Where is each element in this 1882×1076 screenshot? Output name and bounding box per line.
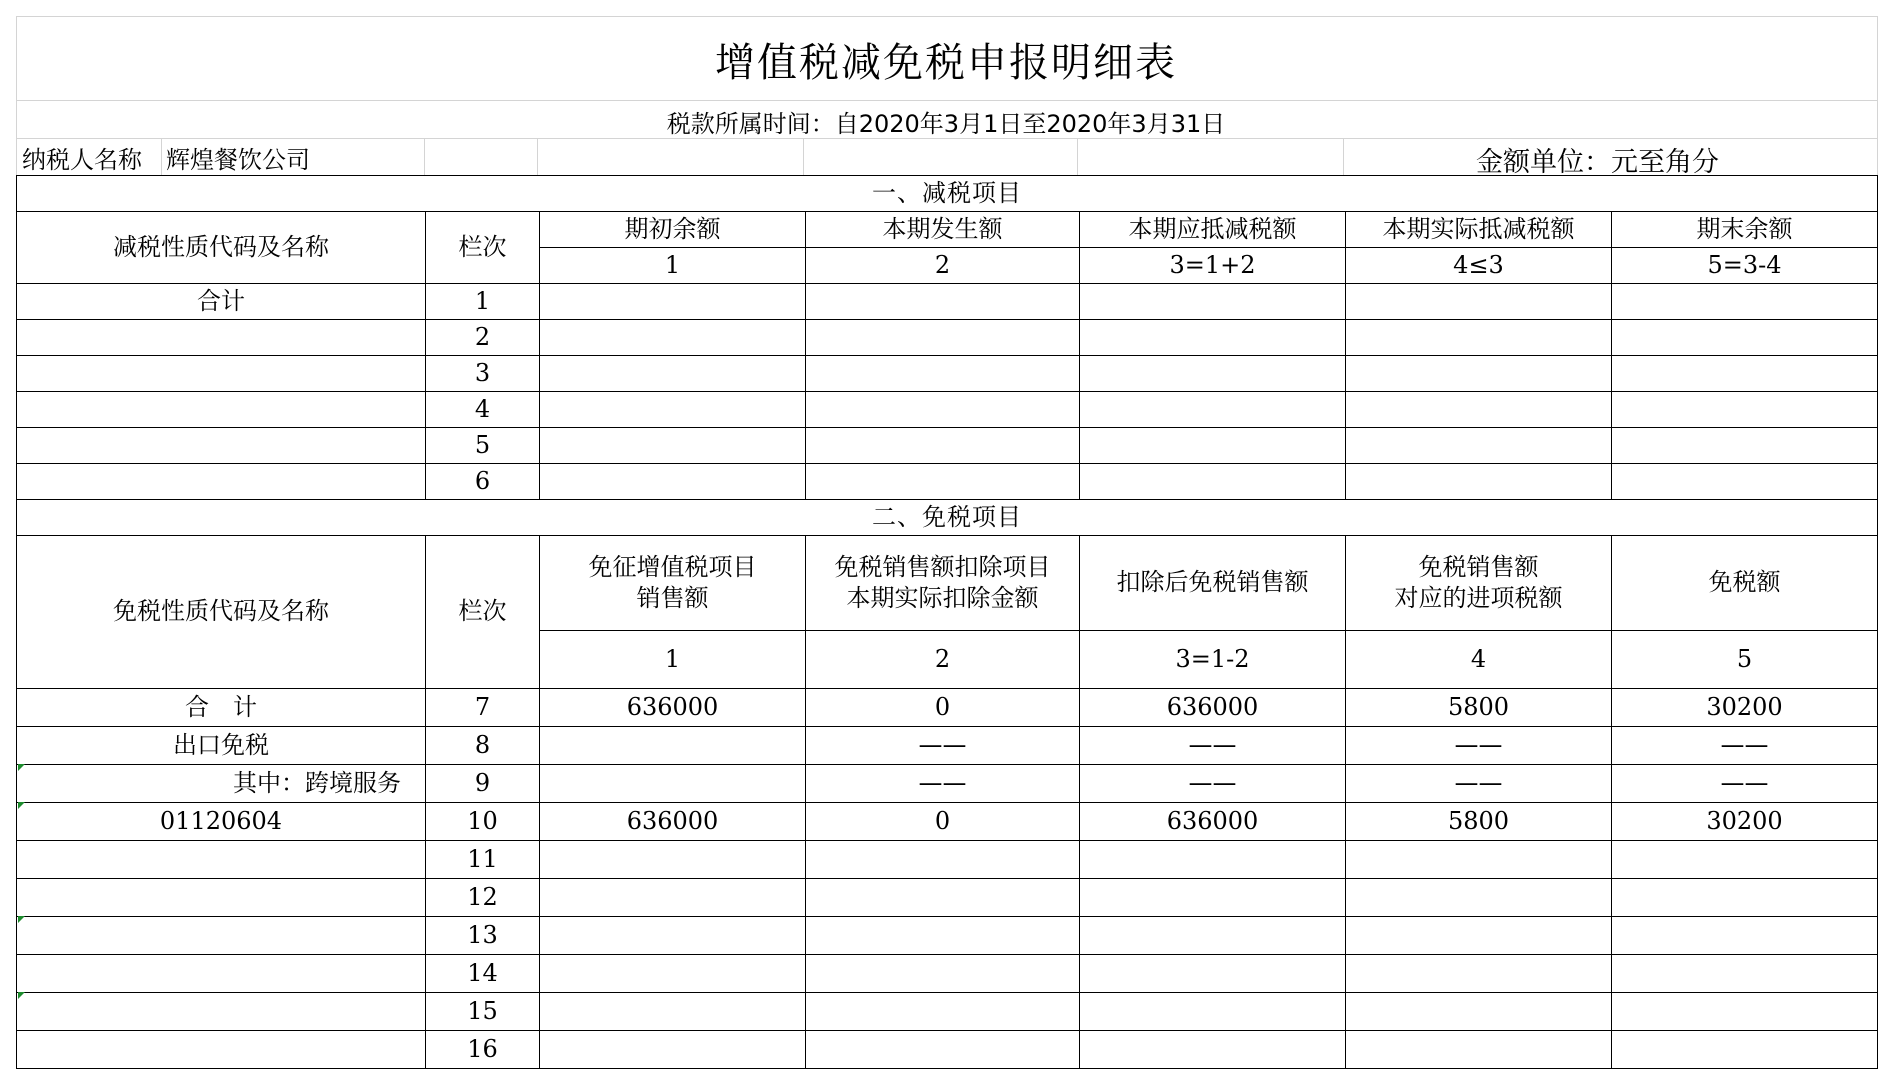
cell[interactable] <box>1080 464 1346 500</box>
cell[interactable] <box>1080 320 1346 356</box>
cell[interactable] <box>1080 284 1346 320</box>
cell[interactable]: —— <box>806 765 1080 803</box>
cell[interactable] <box>1612 284 1878 320</box>
cell[interactable] <box>1346 356 1612 392</box>
cell[interactable] <box>540 320 806 356</box>
section2-code-3: 3=1-2 <box>1080 631 1346 689</box>
section1-header-4: 本期实际抵减税额 <box>1346 212 1612 248</box>
table-row <box>17 879 1878 917</box>
cell[interactable] <box>540 879 806 917</box>
cell[interactable]: —— <box>1612 765 1878 803</box>
cell[interactable] <box>1346 955 1612 993</box>
cell[interactable] <box>806 356 1080 392</box>
table-row <box>17 841 1878 879</box>
section2-heading: 二、免税项目 <box>17 500 1878 536</box>
table-row-total <box>17 689 1878 727</box>
section1-col-name-header: 减税性质代码及名称 <box>17 212 426 284</box>
tax-period: 税款所属时间：自2020年3月1日至2020年3月31日 <box>666 109 1226 138</box>
cell[interactable] <box>1612 917 1878 955</box>
cell[interactable] <box>540 955 806 993</box>
cell[interactable] <box>1080 955 1346 993</box>
cell[interactable] <box>540 392 806 428</box>
table-row <box>17 917 1878 955</box>
row-number: 14 <box>426 955 540 993</box>
cell[interactable] <box>1612 955 1878 993</box>
section1-code-5: 5=3-4 <box>1612 248 1878 284</box>
table-row <box>17 803 1878 841</box>
cell[interactable] <box>1080 356 1346 392</box>
cell[interactable] <box>1346 392 1612 428</box>
section2-header-5: 免税额 <box>1612 536 1878 631</box>
section2-code-1: 1 <box>540 631 806 689</box>
cell-error-indicator-icon <box>18 916 25 923</box>
row-name[interactable]: 合 计 <box>17 689 426 727</box>
table-row <box>17 727 1878 765</box>
row-name[interactable]: 出口免税 <box>17 727 426 765</box>
exempt-tax-cell[interactable]: 30200 <box>1612 803 1878 841</box>
cell[interactable]: —— <box>806 727 1080 765</box>
cell-error-indicator-icon <box>18 992 25 999</box>
table-row <box>17 428 1878 464</box>
cell[interactable] <box>806 320 1080 356</box>
cell[interactable] <box>806 993 1080 1031</box>
section1-heading: 一、减税项目 <box>17 176 1878 212</box>
section1-code-4: 4≤3 <box>1346 248 1612 284</box>
row-number: 6 <box>426 464 540 500</box>
row-name[interactable] <box>17 428 426 464</box>
cell[interactable] <box>1346 917 1612 955</box>
cell[interactable] <box>1346 464 1612 500</box>
cell[interactable] <box>1080 879 1346 917</box>
cell[interactable] <box>540 428 806 464</box>
row-number: 9 <box>426 765 540 803</box>
cell-error-indicator-icon <box>18 802 25 809</box>
row-name[interactable] <box>17 392 426 428</box>
section1-header-3: 本期应抵减税额 <box>1080 212 1346 248</box>
table-row <box>17 284 1878 320</box>
section2-code-4: 4 <box>1346 631 1612 689</box>
row-number: 2 <box>426 320 540 356</box>
cell[interactable] <box>1080 1031 1346 1069</box>
row-name[interactable] <box>17 955 426 993</box>
section2-header-4: 免税销售额 对应的进项税额 <box>1346 536 1612 631</box>
cell[interactable] <box>1346 993 1612 1031</box>
row-name[interactable]: 01120604 <box>17 803 426 841</box>
cell[interactable] <box>1080 841 1346 879</box>
cell[interactable] <box>806 879 1080 917</box>
cell[interactable] <box>540 917 806 955</box>
cell[interactable]: —— <box>1080 765 1346 803</box>
cell[interactable] <box>806 917 1080 955</box>
cell[interactable] <box>1080 993 1346 1031</box>
cell[interactable] <box>540 1031 806 1069</box>
cell[interactable] <box>806 284 1080 320</box>
cell[interactable] <box>1612 879 1878 917</box>
section2-code-2: 2 <box>806 631 1080 689</box>
form-title: 增值税减免税申报明细表 <box>715 39 1177 86</box>
cell[interactable]: —— <box>1346 765 1612 803</box>
table-row <box>17 765 1878 803</box>
row-name[interactable] <box>17 464 426 500</box>
row-name[interactable] <box>17 320 426 356</box>
cell[interactable] <box>1346 879 1612 917</box>
table-row <box>17 993 1878 1031</box>
deduction-cell[interactable]: 0 <box>806 689 1080 727</box>
row-name[interactable] <box>17 356 426 392</box>
cell[interactable] <box>1080 392 1346 428</box>
row-name[interactable] <box>17 1031 426 1069</box>
cell[interactable] <box>1612 392 1878 428</box>
row-number: 16 <box>426 1031 540 1069</box>
row-number: 11 <box>426 841 540 879</box>
row-number: 5 <box>426 428 540 464</box>
cell[interactable] <box>1612 428 1878 464</box>
row-number: 12 <box>426 879 540 917</box>
cell[interactable] <box>1612 1031 1878 1069</box>
cell[interactable] <box>1346 284 1612 320</box>
row-name[interactable]: 合计 <box>17 284 426 320</box>
row-name[interactable] <box>17 879 426 917</box>
cell[interactable] <box>1346 428 1612 464</box>
input-tax-cell[interactable]: 5800 <box>1346 689 1612 727</box>
cell[interactable] <box>806 464 1080 500</box>
cell[interactable] <box>1346 841 1612 879</box>
section1-header-1: 期初余额 <box>540 212 806 248</box>
section1-header-5: 期末余额 <box>1612 212 1878 248</box>
cell-error-indicator-icon <box>18 764 25 771</box>
cell[interactable] <box>806 841 1080 879</box>
taxpayer-name-label: 纳税人名称 <box>22 145 142 174</box>
section2-header-3: 扣除后免税销售额 <box>1080 536 1346 631</box>
deduction-cell[interactable]: 0 <box>806 803 1080 841</box>
cell[interactable] <box>1080 917 1346 955</box>
row-number: 4 <box>426 392 540 428</box>
table-row <box>17 1031 1878 1069</box>
cell[interactable]: —— <box>1346 727 1612 765</box>
row-number: 3 <box>426 356 540 392</box>
cell[interactable] <box>540 464 806 500</box>
section2-header-2: 免税销售额扣除项目 本期实际扣除金额 <box>806 536 1080 631</box>
cell[interactable] <box>540 765 806 803</box>
exempt-sales-cell[interactable]: 636000 <box>540 689 806 727</box>
cell[interactable] <box>806 955 1080 993</box>
row-number: 10 <box>426 803 540 841</box>
table-row <box>17 464 1878 500</box>
cell[interactable] <box>1080 428 1346 464</box>
section2-code-5: 5 <box>1612 631 1878 689</box>
section1-code-2: 2 <box>806 248 1080 284</box>
cell[interactable] <box>1346 1031 1612 1069</box>
row-number: 13 <box>426 917 540 955</box>
row-number: 1 <box>426 284 540 320</box>
cell[interactable]: —— <box>1080 727 1346 765</box>
exempt-tax-cell[interactable]: 30200 <box>1612 689 1878 727</box>
row-name[interactable] <box>17 841 426 879</box>
cell[interactable] <box>540 727 806 765</box>
table-row <box>17 356 1878 392</box>
input-tax-cell[interactable]: 5800 <box>1346 803 1612 841</box>
cell[interactable] <box>1612 356 1878 392</box>
cell[interactable] <box>540 993 806 1031</box>
cell[interactable] <box>806 428 1080 464</box>
cell[interactable] <box>540 284 806 320</box>
amount-unit: 金额单位：元至角分 <box>1476 146 1719 178</box>
section1-header-2: 本期发生额 <box>806 212 1080 248</box>
row-number: 8 <box>426 727 540 765</box>
table-row <box>17 392 1878 428</box>
section1-code-1: 1 <box>540 248 806 284</box>
exempt-sales-cell[interactable]: 636000 <box>540 803 806 841</box>
taxpayer-name-value[interactable]: 辉煌餐饮公司 <box>166 145 310 174</box>
row-number: 7 <box>426 689 540 727</box>
net-exempt-sales-cell[interactable]: 636000 <box>1080 803 1346 841</box>
cell[interactable] <box>540 841 806 879</box>
cell[interactable] <box>806 1031 1080 1069</box>
cell[interactable] <box>1612 993 1878 1031</box>
row-name[interactable] <box>17 917 426 955</box>
row-name[interactable]: 其中：跨境服务 <box>17 765 426 803</box>
cell[interactable] <box>1612 841 1878 879</box>
declaration-table <box>16 175 1878 1069</box>
section1-col-row-header: 栏次 <box>426 212 540 284</box>
cell[interactable]: —— <box>1612 727 1878 765</box>
table-row <box>17 320 1878 356</box>
cell[interactable] <box>540 356 806 392</box>
cell[interactable] <box>806 392 1080 428</box>
table-row <box>17 955 1878 993</box>
cell[interactable] <box>1612 464 1878 500</box>
section1-code-3: 3=1+2 <box>1080 248 1346 284</box>
section2-col-row-header: 栏次 <box>426 536 540 689</box>
section2-header-1: 免征增值税项目 销售额 <box>540 536 806 631</box>
net-exempt-sales-cell[interactable]: 636000 <box>1080 689 1346 727</box>
row-number: 15 <box>426 993 540 1031</box>
section2-col-name-header: 免税性质代码及名称 <box>17 536 426 689</box>
row-name[interactable] <box>17 993 426 1031</box>
cell[interactable] <box>1612 320 1878 356</box>
cell[interactable] <box>1346 320 1612 356</box>
